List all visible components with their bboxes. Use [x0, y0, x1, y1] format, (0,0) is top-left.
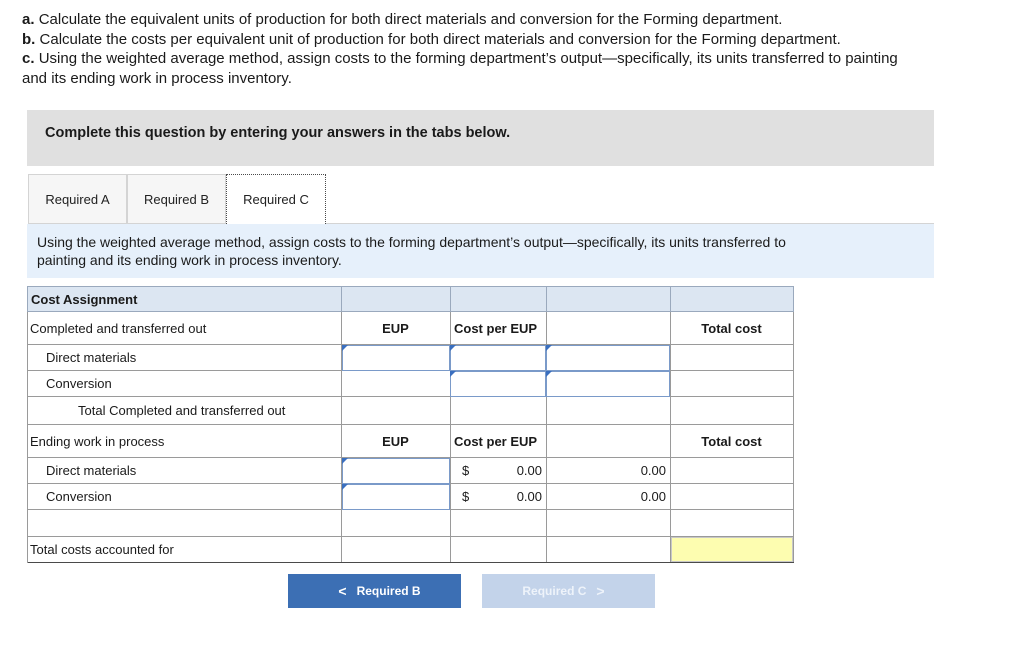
ewip-cost-per-eup-header: Cost per EUP — [454, 433, 538, 449]
completed-conv-label: Conversion — [46, 376, 112, 391]
completed-conv-cost-input[interactable] — [450, 371, 546, 397]
table-row — [27, 312, 794, 345]
chevron-left-icon: < — [338, 583, 347, 599]
table-row — [27, 425, 794, 458]
table-title: Cost Assignment — [28, 287, 342, 311]
question-b: b. Calculate the costs per equivalent unit of production for both direct materials and conversion for the Forming department. — [22, 30, 841, 48]
completed-conv-total-input[interactable] — [546, 371, 670, 397]
ewip-conv-dollar: $ — [462, 489, 470, 504]
ewip-conv-total-value: 0.00 — [640, 489, 666, 504]
total-accounted-value — [671, 537, 793, 562]
ending-wip-label: Ending work in process — [30, 433, 165, 449]
tab-required-b[interactable]: Required B — [127, 174, 226, 224]
chevron-right-icon: > — [596, 583, 605, 599]
instruction-text: Complete this question by entering your answers in the tabs below. — [45, 125, 511, 141]
completed-label: Completed and transferred out — [30, 320, 207, 336]
cost-assignment-table — [27, 286, 794, 563]
ewip-total-cost-header: Total cost — [701, 433, 762, 449]
ewip-dm-total-value: 0.00 — [640, 463, 666, 478]
ewip-conv-label: Conversion — [46, 489, 112, 504]
question-list — [22, 10, 1012, 88]
completed-dm-cost-input[interactable] — [450, 345, 546, 371]
cost-per-eup-header: Cost per EUP — [454, 320, 538, 336]
ewip-dm-dollar: $ — [462, 463, 470, 478]
table-row — [27, 397, 794, 425]
ewip-conv-eup-input[interactable] — [342, 484, 450, 510]
eup-header: EUP — [382, 320, 409, 336]
completed-dm-total-input[interactable] — [546, 345, 670, 371]
instruction-banner — [27, 110, 934, 166]
completed-dm-label: Direct materials — [46, 350, 137, 365]
ewip-dm-eup-input[interactable] — [342, 458, 450, 484]
total-completed-label: Total Completed and transferred out — [78, 403, 286, 418]
tab-required-a[interactable]: Required A — [28, 174, 127, 224]
next-required-c-button[interactable]: Required C > — [482, 574, 655, 608]
table-row — [27, 371, 794, 397]
tab-required-c[interactable]: Required C — [226, 174, 326, 224]
total-accounted-label: Total costs accounted for — [30, 542, 174, 557]
ewip-dm-cost-value: 0.00 — [516, 463, 542, 478]
prev-required-b-button[interactable]: < Required B — [288, 574, 461, 608]
table-header-row — [27, 286, 794, 312]
question-a: a. Calculate the equivalent units of production for both direct materials and conversion for the Forming department. — [22, 11, 783, 28]
tab-prompt: Using the weighted average method, assign costs to the forming department’s output—specifically, its units transferred to painting and its ending work in process inventory. — [27, 224, 934, 278]
table-row — [27, 510, 794, 537]
question-c: c. Using the weighted average method, assign costs to the forming department’s output—specifically, its units transferred to painting and its ending work in process inventory. — [22, 50, 898, 87]
ewip-conv-cost-value: 0.00 — [516, 489, 542, 504]
completed-dm-eup-input[interactable] — [342, 345, 450, 371]
ewip-eup-header: EUP — [382, 433, 409, 449]
ewip-dm-label: Direct materials — [46, 463, 137, 478]
total-cost-header: Total cost — [701, 320, 762, 336]
